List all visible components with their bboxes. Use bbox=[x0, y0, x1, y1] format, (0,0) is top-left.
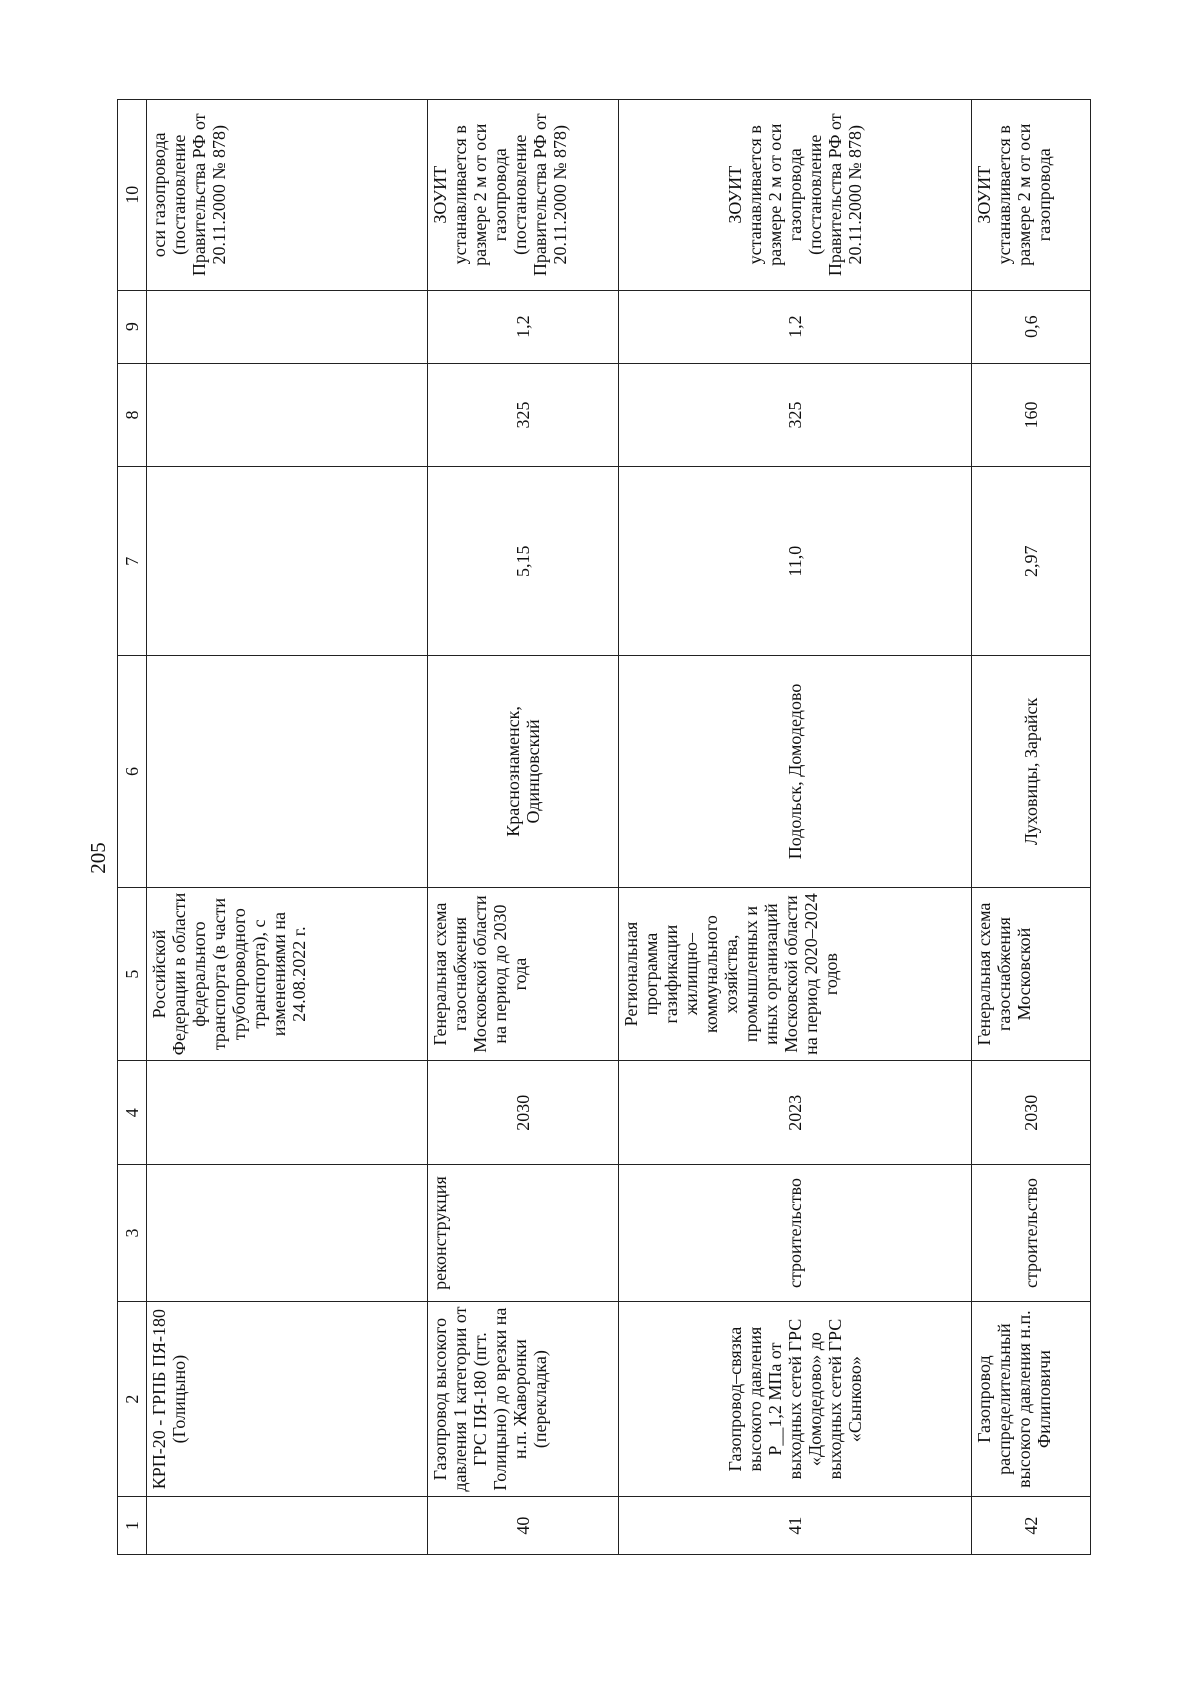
cell-location bbox=[147, 656, 428, 888]
cell-document: Генеральная схема газоснабжения Московской области на период до 2030 года bbox=[428, 887, 619, 1061]
column-number: 4 bbox=[118, 1061, 147, 1165]
cell-diameter bbox=[147, 363, 428, 467]
cell-zone: ЗОУИТ устанавливается в размере 2 м от оси газопровода bbox=[972, 100, 1091, 291]
cell-year: 2023 bbox=[619, 1061, 972, 1165]
cell-length: 11,0 bbox=[619, 467, 972, 656]
column-number: 7 bbox=[118, 467, 147, 656]
cell-work-type: строительство bbox=[972, 1164, 1091, 1301]
cell-document: Российской Федерации в области федерального транспорта (в части трубопроводного транспорта), с изменениями на 24.08.2022 г. bbox=[147, 887, 428, 1061]
cell-length: 2,97 bbox=[972, 467, 1091, 656]
cell-year: 2030 bbox=[972, 1061, 1091, 1165]
cell-length: 5,15 bbox=[428, 467, 619, 656]
cell-year bbox=[147, 1061, 428, 1165]
cell-length bbox=[147, 467, 428, 656]
cell-document: Региональная программа газификации жилищно–коммунального хозяйства, промышленных и иных организаций Московской области на период 2020–2024 годов bbox=[619, 887, 972, 1061]
cell-work-type: реконструкция bbox=[428, 1164, 619, 1301]
cell-location: Подольск, Домодедово bbox=[619, 656, 972, 888]
cell-pressure: 0,6 bbox=[972, 290, 1091, 363]
rotated-table-container bbox=[117, 99, 1072, 1555]
cell-work-type bbox=[147, 1164, 428, 1301]
cell-row-number bbox=[147, 1497, 428, 1555]
cell-object-name: КРП-20 - ГРПБ ПЯ-180 (Голицыно) bbox=[147, 1302, 428, 1497]
table-row bbox=[619, 100, 972, 1555]
cell-pressure: 1,2 bbox=[619, 290, 972, 363]
cell-document: Генеральная схема газоснабжения Московской bbox=[972, 887, 1091, 1061]
table-row bbox=[147, 100, 428, 1555]
cell-year: 2030 bbox=[428, 1061, 619, 1165]
column-number: 3 bbox=[118, 1164, 147, 1301]
column-number: 2 bbox=[118, 1302, 147, 1497]
cell-pressure bbox=[147, 290, 428, 363]
cell-row-number: 41 bbox=[619, 1497, 972, 1555]
column-number: 1 bbox=[118, 1497, 147, 1555]
cell-zone: ЗОУИТ устанавливается в размере 2 м от оси газопровода (постановление Правительства РФ от 20.11.2000 № 878) bbox=[428, 100, 619, 291]
cell-zone: оси газопровода (постановление Правительства РФ от 20.11.2000 № 878) bbox=[147, 100, 428, 291]
cell-object-name: Газопровод высокого давления 1 категории от ГРС ПЯ-180 (пгт. Голицыно) до врезки на н.п. Жаворонки (перекладка) bbox=[428, 1302, 619, 1497]
table-row bbox=[428, 100, 619, 1555]
data-table bbox=[117, 99, 1091, 1555]
cell-pressure: 1,2 bbox=[428, 290, 619, 363]
cell-object-name: Газопровод распределительный высокого давления н.п. Филиповичи bbox=[972, 1302, 1091, 1497]
cell-zone: ЗОУИТ устанавливается в размере 2 м от оси газопровода (постановление Правительства РФ от 20.11.2000 № 878) bbox=[619, 100, 972, 291]
cell-diameter: 325 bbox=[428, 363, 619, 467]
cell-row-number: 42 bbox=[972, 1497, 1091, 1555]
column-number: 10 bbox=[118, 100, 147, 291]
column-number: 5 bbox=[118, 887, 147, 1061]
cell-diameter: 325 bbox=[619, 363, 972, 467]
cell-object-name: Газопровод–связка высокого давления Р__1,2 МПа от выходных сетей ГРС «Домодедово» до выходных сетей ГРС «Сынково» bbox=[619, 1302, 972, 1497]
column-number: 6 bbox=[118, 656, 147, 888]
cell-location: Луховицы, Зарайск bbox=[972, 656, 1091, 888]
column-number: 9 bbox=[118, 290, 147, 363]
cell-diameter: 160 bbox=[972, 363, 1091, 467]
cell-row-number: 40 bbox=[428, 1497, 619, 1555]
page-number: 205 bbox=[85, 842, 110, 874]
table-row bbox=[972, 100, 1091, 1555]
column-number: 8 bbox=[118, 363, 147, 467]
table-header-row bbox=[118, 100, 147, 1555]
cell-work-type: строительство bbox=[619, 1164, 972, 1301]
cell-location: Краснознаменск, Одинцовский bbox=[428, 656, 619, 888]
